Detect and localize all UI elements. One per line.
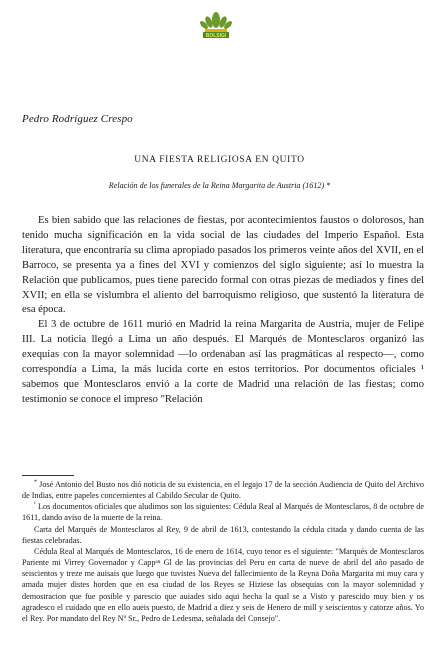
footnote	[22, 479, 424, 501]
svg-text:BOLSIGI: BOLSIGI	[205, 33, 227, 40]
footnote-marker: *	[34, 479, 37, 486]
footnotes	[22, 479, 424, 624]
publisher-logo	[196, 10, 236, 40]
footnote-text: Los documentos oficiales que aludimos son los siguientes: Cédula Real al Marqués de Montesclaros, 8 de octubre de 1611, dando aviso de la muerte de la reina.	[22, 502, 425, 523]
footnote	[22, 546, 424, 624]
footnote-marker: ¹	[34, 501, 36, 508]
footnote-text: Carta del Marqués de Montesclaros al Rey, 9 de abril de 1613, contestando la cédula citada y dando cuenta de las fiestas celebradas.	[22, 524, 424, 545]
body-paragraph: El 3 de octubre de 1611 murió en Madrid la reina Margarita de Austria, mujer de Felipe III. La noticia llegó a Lima un año después. El Marqués de Montesclaros organizó las exequias con la mayor solemnidad —lo ordenaban así las pragmáticas al respecto—, como correspondía a Lima, la más lucida corte en estos territorios. Por documentos oficiales ¹ sabemos que Montesclaros envió a la corte de Madrid una relación de las fiestas; como testimonio se conoce el impreso "Relación	[22, 319, 424, 405]
footnote-text: Cédula Real al Marqués de Montesclaros, 16 de enero de 1614, cuyo tenor es el siguiente: "Marqués de Montesclaros Pariente mi Virrey Governador y Cappᵃⁿ Gl de las provincias del Peru en carta de nueve de abril del año pasado de seiscientos y treze me auisais que luego que tuvistes Nueva del fallecimiento de la Reyna Doña Margarita mi muy cara y amada mujer distes horden que en esa ciudad de los Reyes se Hiziese las obsequias con la mayor solemnidad y demostracion que fue posible y parescio que auiades sido aqui hecha la qual se a Visto y parescido muy bien y os agradesco el cuidado que en ello aueis puesto, de Madrid a diez y seis de Henero de mill y seiscientos y catorze años. Yo el Rey. Por mandato del Rey Nº Sr., Pedro de Ledesma, señalada del Consejo".	[22, 546, 424, 623]
footnote	[22, 524, 424, 546]
author-name: Pedro Rodríguez Crespo	[22, 113, 133, 125]
article-body	[22, 214, 424, 408]
article-subtitle: Relación de los funerales de la Reina Margarita de Austria (1612) *	[108, 181, 331, 190]
footnote	[22, 501, 424, 523]
footnote-text: José Antonio del Busto nos dió noticia de su existencia, en el legajo 17 de la sección Audiencia de Quito del Archivo de Indias, entre papeles concernientes al Cabildo Secular de Quito.	[22, 480, 425, 501]
footnote-separator	[22, 475, 74, 476]
article-title: UNA FIESTA RELIGIOSA EN QUITO	[134, 155, 305, 165]
body-paragraph: Es bien sabido que las relaciones de fiestas, por acontecimientos faustos o dolorosos, han tenido mucha significación en la vida social de las ciudades del Imperio Español. Esta literatura, que encontraría su clima apropiado pasados los primeros veinte años del XVII, en el Barroco, se presenta ya a fines del XVI y comienzos del siglo siguiente; así lo muestra la Relación que publicamos, pues tiene parecido formal con otras piezas de mediados y fines del XVII; en ella se vislumbra el aliento del barroquismo religioso, que sustentó la literatura de esa época.	[22, 215, 424, 316]
